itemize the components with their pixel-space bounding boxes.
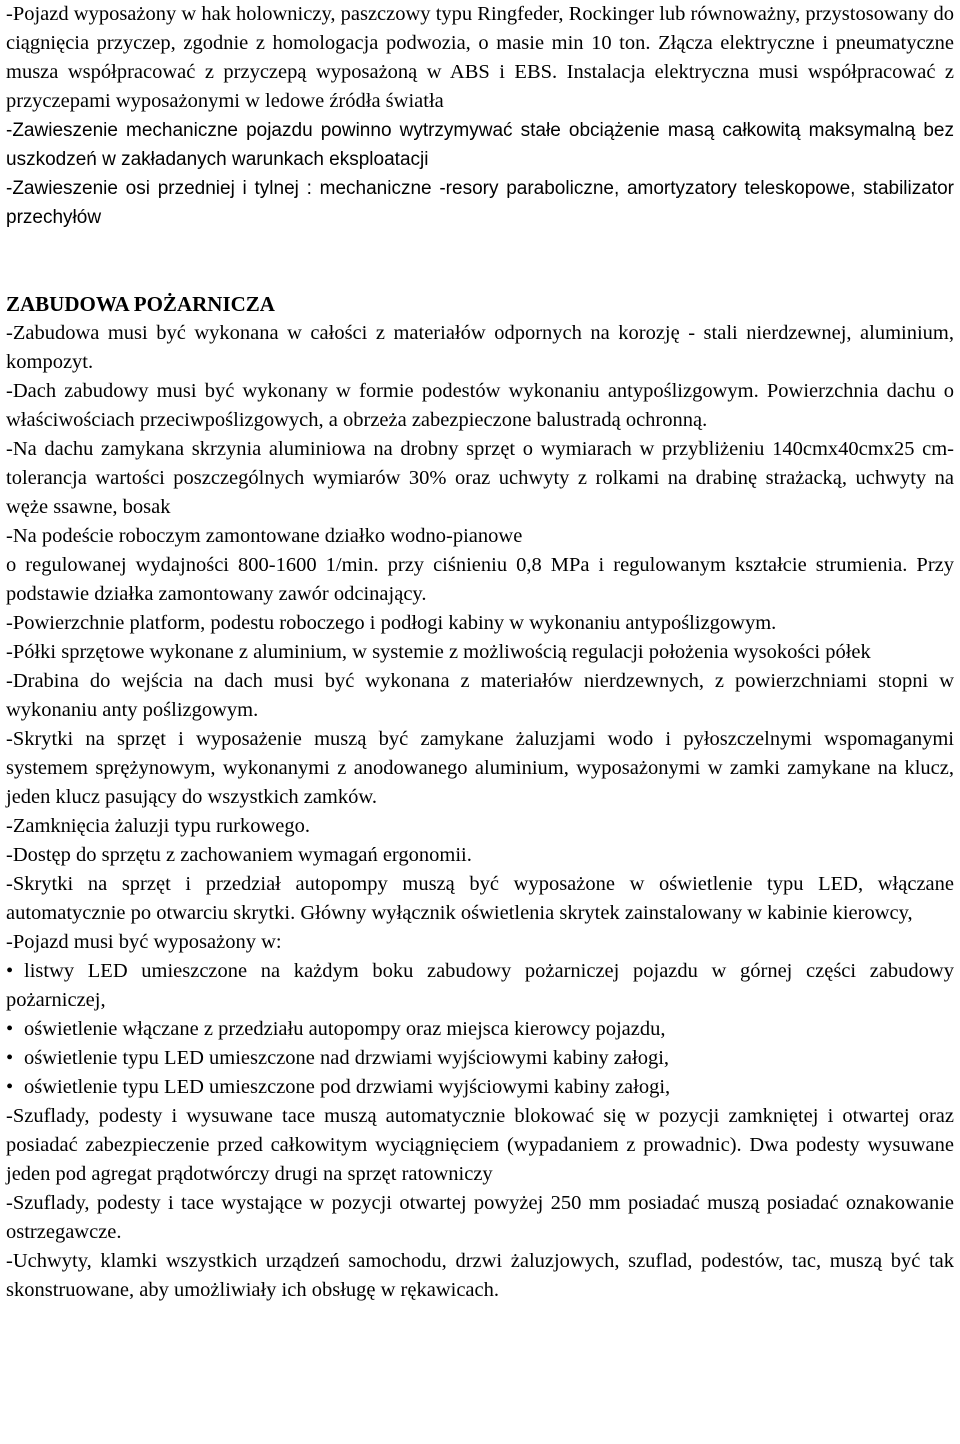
paragraph-roof: -Dach zabudowy musi być wykonany w formie podestów wykonaniu antypoślizgowym. Powierzchnia dachu o właściwościach przeciwpoślizgowych, a obrzeża zabezpieczone balustradą ochronną. [6, 380, 954, 431]
bullet-text: oświetlenie włączane z przedziału autopompy oraz miejsca kierowcy pojazdu, [24, 1018, 666, 1040]
paragraph-handles: -Uchwyty, klamki wszystkich urządzeń samochodu, drzwi żaluzjowych, szuflad, podestów, tac, muszą być tak skonstruowane, aby umożliwiały ich obsługę w rękawicach. [6, 1250, 954, 1301]
section-heading: ZABUDOWA POŻARNICZA [6, 292, 275, 316]
paragraph-drawers-lock: -Szuflady, podesty i wysuwane tace muszą automatycznie blokować się w pozycji zamkniętej i otwartej oraz posiadać zabezpieczenie przed całkowitym wyciągnięciem (wypadaniem z prowadnic). Dwa podesty wysuwane jeden pod agregat prądotwórczy drugi na sprzęt ratowniczy [6, 1105, 954, 1185]
bullet-icon: • [6, 960, 14, 982]
paragraph-equipment-intro: -Pojazd musi być wyposażony w: [6, 931, 282, 953]
bullet-item [6, 1073, 954, 1102]
bullet-item [6, 1015, 954, 1044]
paragraph-suspension-load: -Zawieszenie mechaniczne pojazdu powinno wytrzymywać stałe obciążenie masą całkowitą maksymalną bez uszkodzeń w zakładanych warunkach eksploatacji [6, 120, 954, 170]
paragraph-locker-lighting: -Skrytki na sprzęt i przedział autopompy muszą być wyposażone w oświetlenie typu LED, włączane automatycznie po otwarciu skrytki. Główny wyłącznik oświetlenia skrytek zainstalowany w kabinie kierowcy, [6, 873, 954, 924]
paragraph-antislip: -Powierzchnie platform, podestu roboczego i podłogi kabiny w wykonaniu antypoślizgowym. [6, 612, 777, 634]
bullet-icon: • [6, 1018, 14, 1040]
paragraph-lockers: -Skrytki na sprzęt i wyposażenie muszą być zamykane żaluzjami wodo i pyłoszczelnymi wspomaganymi systemem sprężynowym, wykonanymi z anodowanego aluminium, wyposażonymi w zamki zamykane na klucz, jeden klucz pasujący do wszystkich zamków. [6, 728, 954, 808]
bullet-text: oświetlenie typu LED umieszczone nad drzwiami wyjściowymi kabiny załogi, [24, 1047, 670, 1069]
paragraph-materials: -Zabudowa musi być wykonana w całości z materiałów odpornych na korozję - stali nierdzewnej, aluminium, kompozyt. [6, 322, 954, 373]
bullet-text: oświetlenie typu LED umieszczone pod drzwiami wyjściowymi kabiny załogi, [24, 1076, 671, 1098]
bullet-icon: • [6, 1047, 14, 1069]
paragraph-monitor: -Na podeście roboczym zamontowane działko wodno-pianowe [6, 525, 523, 547]
document-page [6, 0, 954, 1305]
paragraph-hitch: -Pojazd wyposażony w hak holowniczy, paszczowy typu Ringfeder, Rockinger lub równoważny, przystosowany do ciągnięcia przyczep, zgodnie z homologacja podwozia, o masie min 10 ton. Złącza elektryczne i pneumatyczne musza współpracować z przyczepą wyposażoną w ABS i EBS. Instalacja elektryczna musi współpracować z przyczepami wyposażonymi w ledowe źródła światła [6, 3, 954, 112]
paragraph-suspension-axles: -Zawieszenie osi przedniej i tylnej : mechaniczne -resory paraboliczne, amortyzatory teleskopowe, stabilizator przechyłów [6, 178, 954, 228]
paragraph-shelves: -Półki sprzętowe wykonane z aluminium, w systemie z możliwością regulacji położenia wysokości półek [6, 641, 871, 663]
bullet-item [6, 957, 954, 1015]
section-gap [6, 232, 954, 290]
paragraph-shutter-closure: -Zamknięcia żaluzji typu rurkowego. [6, 815, 310, 837]
bullet-icon: • [6, 1076, 14, 1098]
paragraph-ergonomics: -Dostęp do sprzętu z zachowaniem wymagań ergonomii. [6, 844, 472, 866]
paragraph-monitor-spec: o regulowanej wydajności 800-1600 1/min. przy ciśnieniu 0,8 MPa i regulowanym kształcie strumienia. Przy podstawie działka zamontowany zawór odcinający. [6, 554, 954, 605]
paragraph-drawers-marking: -Szuflady, podesty i tace wystające w pozycji otwartej powyżej 250 mm posiadać muszą posiadać oznakowanie ostrzegawcze. [6, 1192, 954, 1243]
paragraph-roof-box: -Na dachu zamykana skrzynia aluminiowa na drobny sprzęt o wymiarach w przybliżeniu 140cmx40cmx25 cm- tolerancja wartości poszczególnych wymiarów 30% oraz uchwyty z rolkami na drabinę strażacką, uchwyty na węże ssawne, bosak [6, 438, 954, 518]
bullet-text: listwy LED umieszczone na każdym boku zabudowy pożarniczej pojazdu w górnej części zabudowy pożarniczej, [6, 960, 954, 1011]
bullet-item [6, 1044, 954, 1073]
paragraph-ladder: -Drabina do wejścia na dach musi być wykonana z materiałów nierdzewnych, z powierzchniami stopni w wykonaniu anty poślizgowym. [6, 670, 954, 721]
